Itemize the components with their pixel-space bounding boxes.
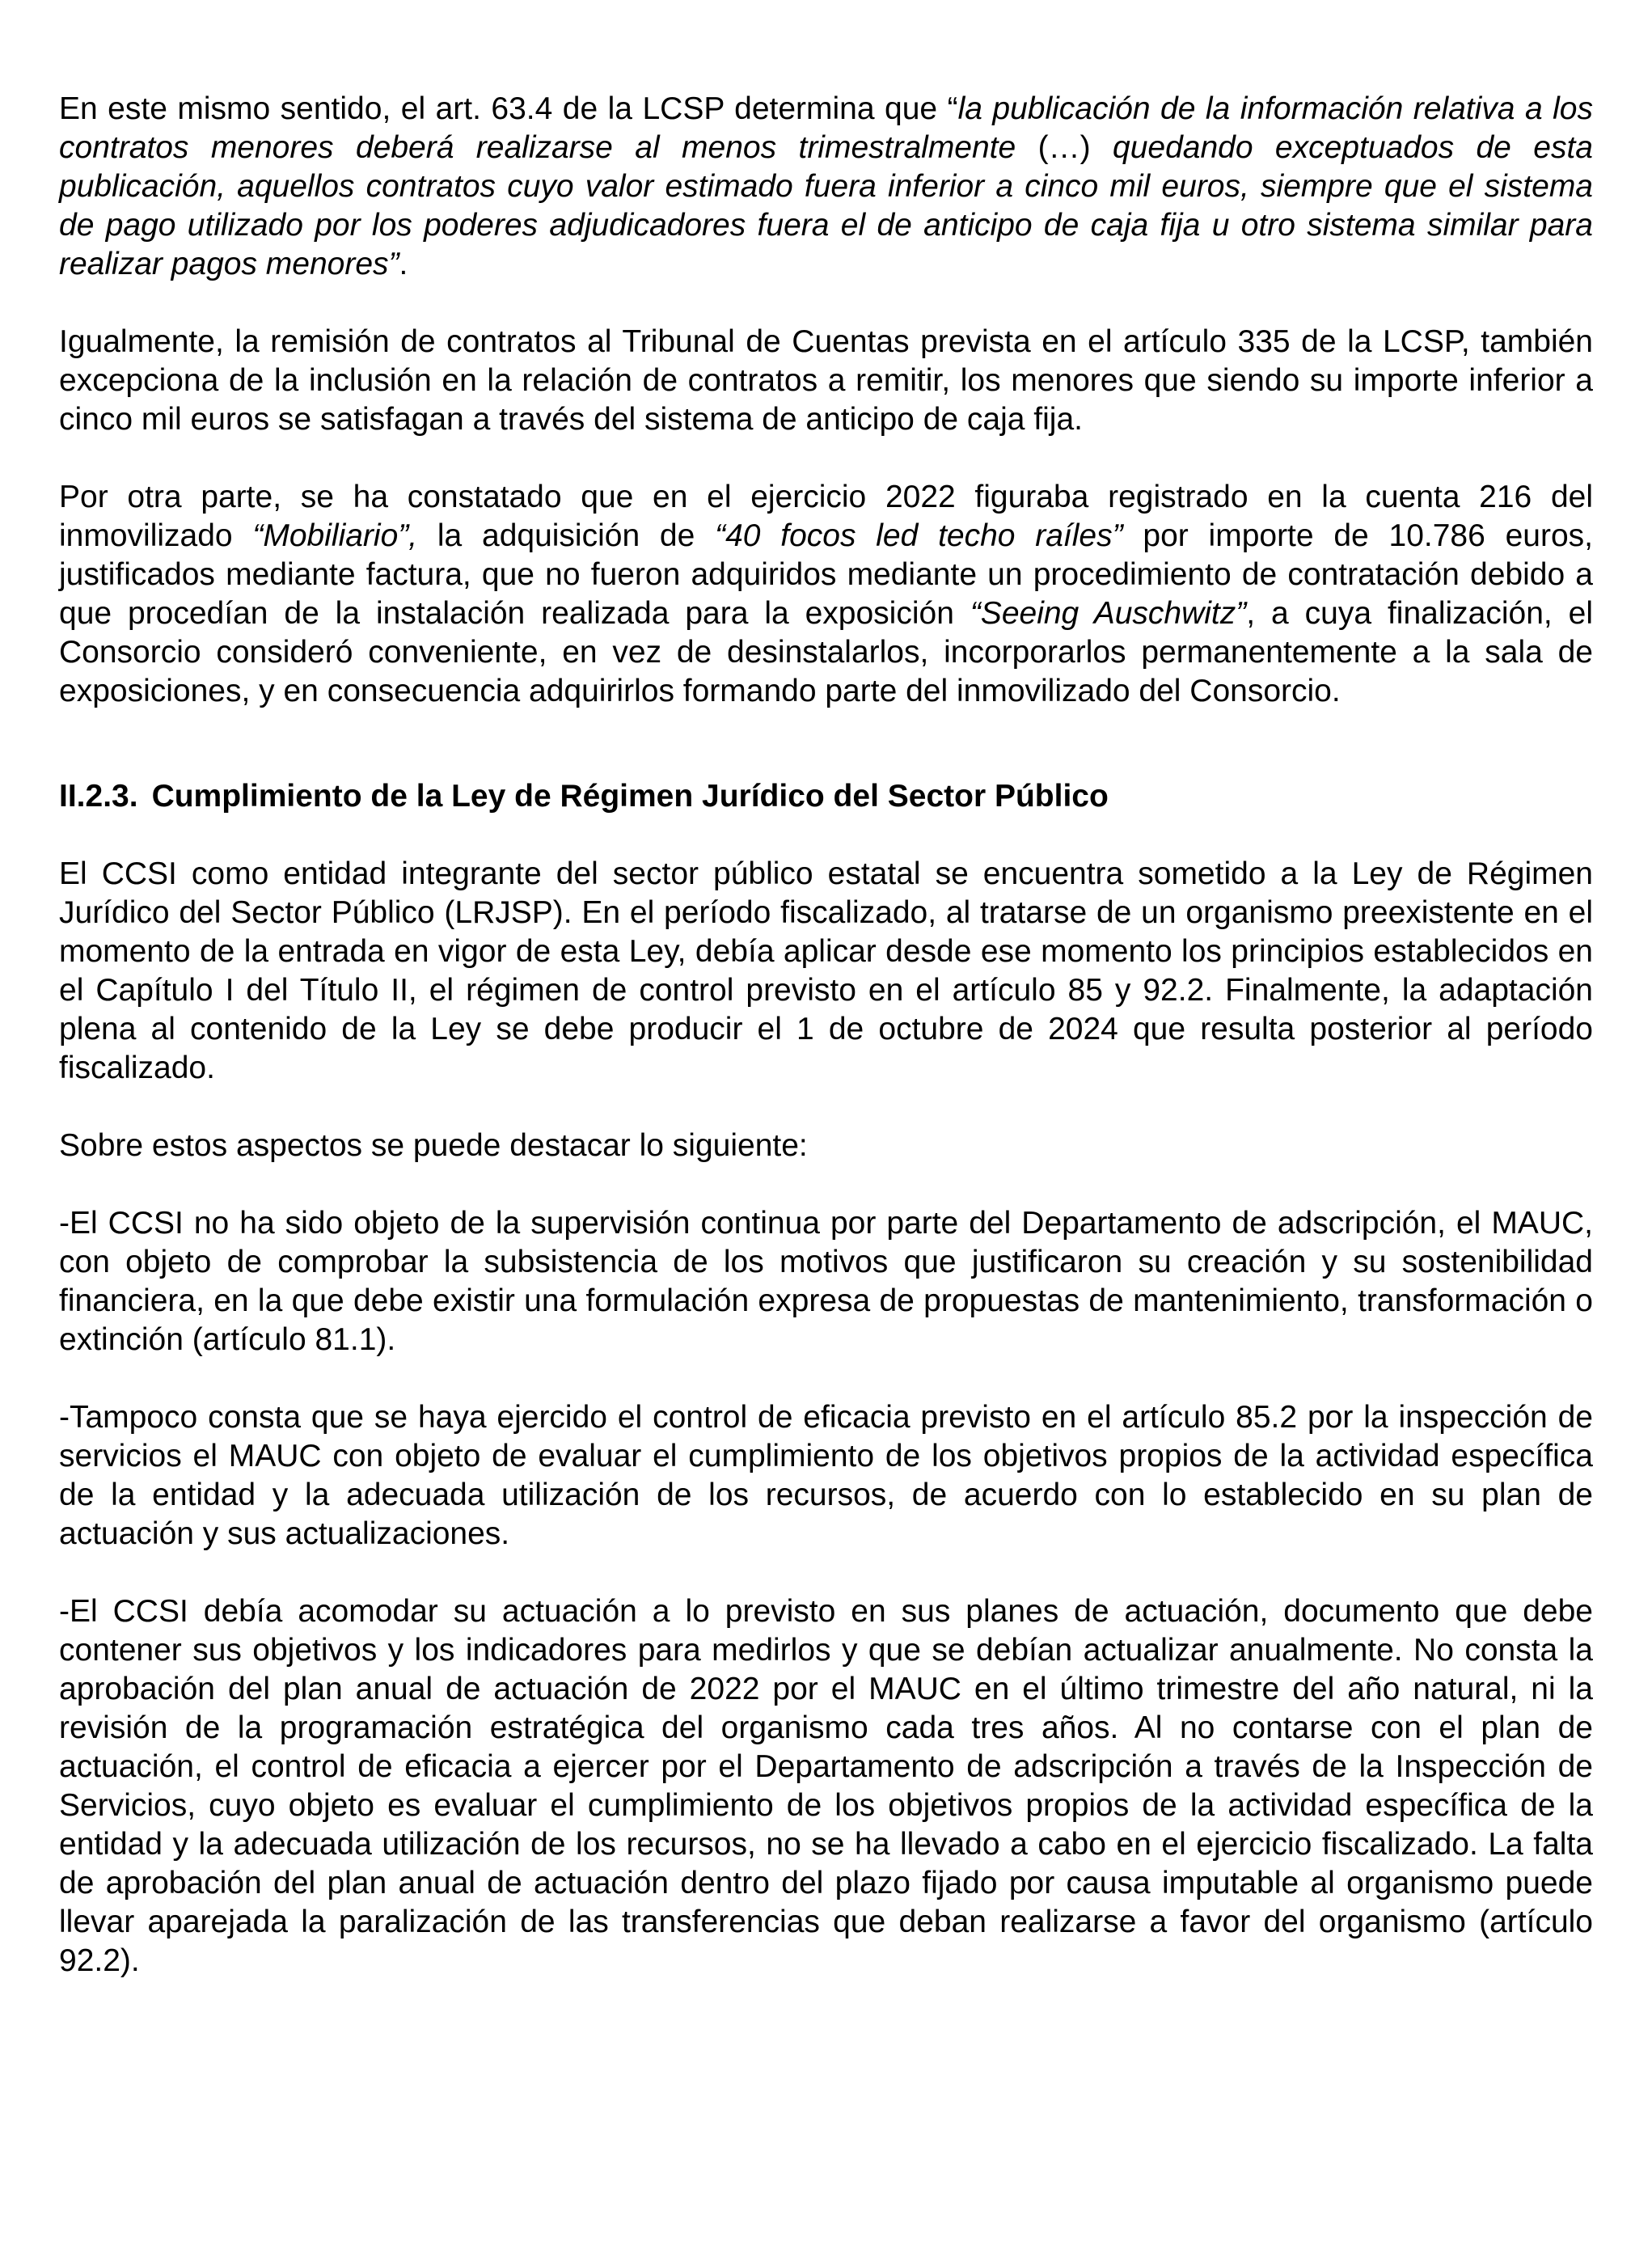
text-segment-italic: “Seeing Auschwitz” (970, 596, 1247, 631)
text-segment: , a cuya finalización, el Consorcio consideró conveniente, en vez de desinstalarlos, incorporarlos permanentemente a la sala de exposiciones, y en consecuencia adquirirlos formando parte del inmovilizado del Consorcio. (59, 596, 1593, 708)
paragraph (59, 90, 1593, 284)
text-segment: por importe de 10.786 euros, justificados mediante factura, que no fueron adquiridos mediante un procedimiento de contratación debido a que procedían de la instalación realizada para la exposición (59, 518, 1593, 631)
text-segment: la adquisición de (417, 518, 716, 553)
text-segment: El CCSI como entidad integrante del sector público estatal se encuentra sometido a la Ley de Régimen Jurídico del Sector Público (LRJSP). En el período fiscalizado, al tratarse de un organismo preexistente en el momento de la entrada en vigor de esta Ley, debía aplicar desde ese momento los principios establecidos en el Capítulo I del Título II, el régimen de control previsto en el artículo 85 y 92.2. Finalmente, la adaptación plena al contenido de la Ley se debe producir el 1 de octubre de 2024 que resulta posterior al período fiscalizado. (59, 856, 1593, 1085)
text-segment-italic: “Mobiliario”, (252, 518, 418, 553)
text-segment: . (399, 247, 408, 281)
text-segment: Igualmente, la remisión de contratos al Tribunal de Cuentas prevista en el artículo 335 de la LCSP, también excepciona de la inclusión en la relación de contratos a remitir, los menores que siendo su importe inferior a cinco mil euros se satisfagan a través del sistema de anticipo de caja fija. (59, 324, 1593, 437)
section-title: Cumplimiento de la Ley de Régimen Jurídico del Sector Público (151, 779, 1109, 814)
paragraph (59, 1127, 1593, 1165)
text-segment: Por otra parte, se ha constatado que en el ejercicio 2022 figuraba registrado en la cuenta 216 del inmovilizado (59, 480, 1593, 553)
text-segment: -Tampoco consta que se haya ejercido el control de eficacia previsto en el artículo 85.2 por la inspección de servicios el MAUC con objeto de evaluar el cumplimiento de los objetivos propios de la actividad específica de la entidad y la adecuada utilización de los recursos, de acuerdo con lo establecido en su plan de actuación y sus actualizaciones. (59, 1400, 1593, 1551)
text-segment: -El CCSI no ha sido objeto de la supervisión continua por parte del Departamento de adscripción, el MAUC, con objeto de comprobar la subsistencia de los motivos que justificaron su creación y su sostenibilidad financiera, en la que debe existir una formulación expresa de propuestas de mantenimiento, transformación o extinción (artículo 81.1). (59, 1206, 1593, 1357)
text-segment-italic: la publicación de la información relativa a los contratos menores deberá realizarse al menos trimestralmente (59, 91, 1593, 165)
paragraph (59, 1398, 1593, 1554)
paragraph (59, 1592, 1593, 1981)
text-segment: (…) (1016, 130, 1113, 165)
text-segment: Sobre estos aspectos se puede destacar lo siguiente: (59, 1128, 808, 1163)
paragraph (59, 855, 1593, 1088)
text-segment: -El CCSI debía acomodar su actuación a lo previsto en sus planes de actuación, documento que debe contener sus objetivos y los indicadores para medirlos y que se debían actualizar anualmente. No consta la aprobación del plan anual de actuación de 2022 por el MAUC en el último trimestre del año natural, ni la revisión de la programación estratégica del organismo cada tres años. Al no contarse con el plan de actuación, el control de eficacia a ejercer por el Departamento de adscripción a través de la Inspección de Servicios, cuyo objeto es evaluar el cumplimiento de los objetivos propios de la actividad específica de la entidad y la adecuada utilización de los recursos, no se ha llevado a cabo en el ejercicio fiscalizado. La falta de aprobación del plan anual de actuación dentro del plazo fijado por causa imputable al organismo puede llevar aparejada la paralización de las transferencias que deban realizarse a favor del organismo (artículo 92.2). (59, 1594, 1593, 1978)
section-heading (59, 777, 1593, 816)
paragraph (59, 323, 1593, 439)
text-segment: En este mismo sentido, el art. 63.4 de la LCSP determina que “ (59, 91, 958, 126)
text-segment-italic: quedando exceptuados de esta publicación, aquellos contratos cuyo valor estimado fuera inferior a cinco mil euros, siempre que el sistema de pago utilizado por los poderes adjudicadores fuera el de anticipo de caja fija u otro sistema similar para realizar pagos menores” (59, 130, 1593, 281)
paragraph (59, 478, 1593, 711)
paragraph (59, 1204, 1593, 1359)
section-number: II.2.3. (59, 779, 138, 814)
text-segment-italic: “40 focos led techo raíles” (715, 518, 1123, 553)
